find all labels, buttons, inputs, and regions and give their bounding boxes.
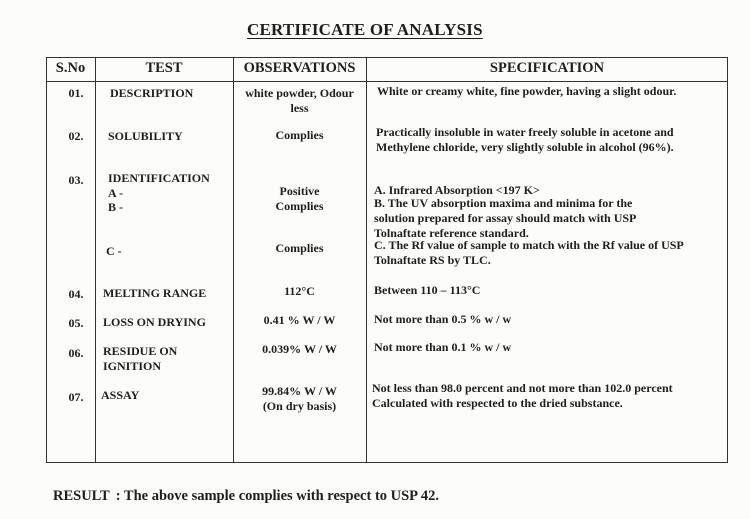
- row-specification: Not less than 98.0 percent and not more than 102.0 percent Calculated with respected to the dried substance.: [372, 381, 673, 410]
- row-specification: C. The Rf value of sample to match with the Rf value of USP Tolnaftate RS by TLC.: [374, 238, 684, 267]
- row-test: IDENTIFICATION: [108, 171, 210, 185]
- header-divider: [46, 81, 728, 82]
- row-sno: 02.: [68, 129, 84, 143]
- row-observation: 99.84% W / W: [262, 384, 337, 398]
- header-observations: OBSERVATIONS: [243, 60, 356, 76]
- row-specification: Practically insoluble in water freely soluble in acetone and Methylene chloride, very slightly soluble in alcohol (96%).: [376, 125, 674, 154]
- document-title: CERTIFICATE OF ANALYSIS: [247, 20, 483, 39]
- row-specification: Between 110 – 113°C: [374, 283, 481, 297]
- row-sno: 07.: [68, 390, 84, 404]
- row-test: DESCRIPTION: [110, 86, 194, 100]
- row-observation: (On dry basis): [262, 399, 337, 413]
- result-text: : The above sample complies with respect to USP 42.: [115, 488, 439, 504]
- row-test-sub: A -: [108, 186, 123, 200]
- header-sno: S.No: [55, 60, 86, 76]
- row-test: MELTING RANGE: [103, 286, 207, 300]
- row-observation: white powder, Odour less: [245, 86, 354, 115]
- row-test: SOLUBILITY: [108, 129, 183, 143]
- row-sno: 03.: [68, 173, 84, 187]
- row-sno: 04.: [68, 287, 84, 301]
- header-specification: SPECIFICATION: [489, 60, 605, 76]
- result-label: RESULT: [53, 488, 110, 504]
- row-specification: A. Infrared Absorption <197 K>: [374, 183, 540, 197]
- row-observation: 0.41 % W / W: [263, 313, 336, 327]
- row-test: LOSS ON DRYING: [103, 315, 206, 329]
- row-test-sub: B -: [108, 200, 123, 214]
- row-sno: 06.: [68, 346, 84, 360]
- row-specification: Not more than 0.5 % w / w: [374, 312, 512, 326]
- row-observation: Complies: [275, 241, 324, 255]
- row-test: RESIDUE ON IGNITION: [103, 344, 178, 373]
- row-observation: Positive: [279, 184, 320, 198]
- row-test: ASSAY: [101, 388, 140, 402]
- row-observation: 0.039% W / W: [262, 342, 337, 356]
- row-observation: Complies: [275, 128, 324, 142]
- row-test-sub: C -: [106, 244, 122, 258]
- row-specification: Not more than 0.1 % w / w: [374, 340, 512, 354]
- row-sno: 01.: [68, 86, 84, 100]
- row-specification: B. The UV absorption maxima and minima for the solution prepared for assay should match with USP Tolnaftate reference standard.: [374, 196, 636, 240]
- row-observation: 112°C: [284, 284, 315, 298]
- row-sno: 05.: [68, 316, 84, 330]
- header-test: TEST: [145, 60, 183, 76]
- row-specification: White or creamy white, fine powder, having a slight odour.: [377, 84, 677, 98]
- row-observation: Complies: [275, 199, 324, 213]
- result-statement: [53, 488, 439, 505]
- column-divider: [366, 57, 367, 463]
